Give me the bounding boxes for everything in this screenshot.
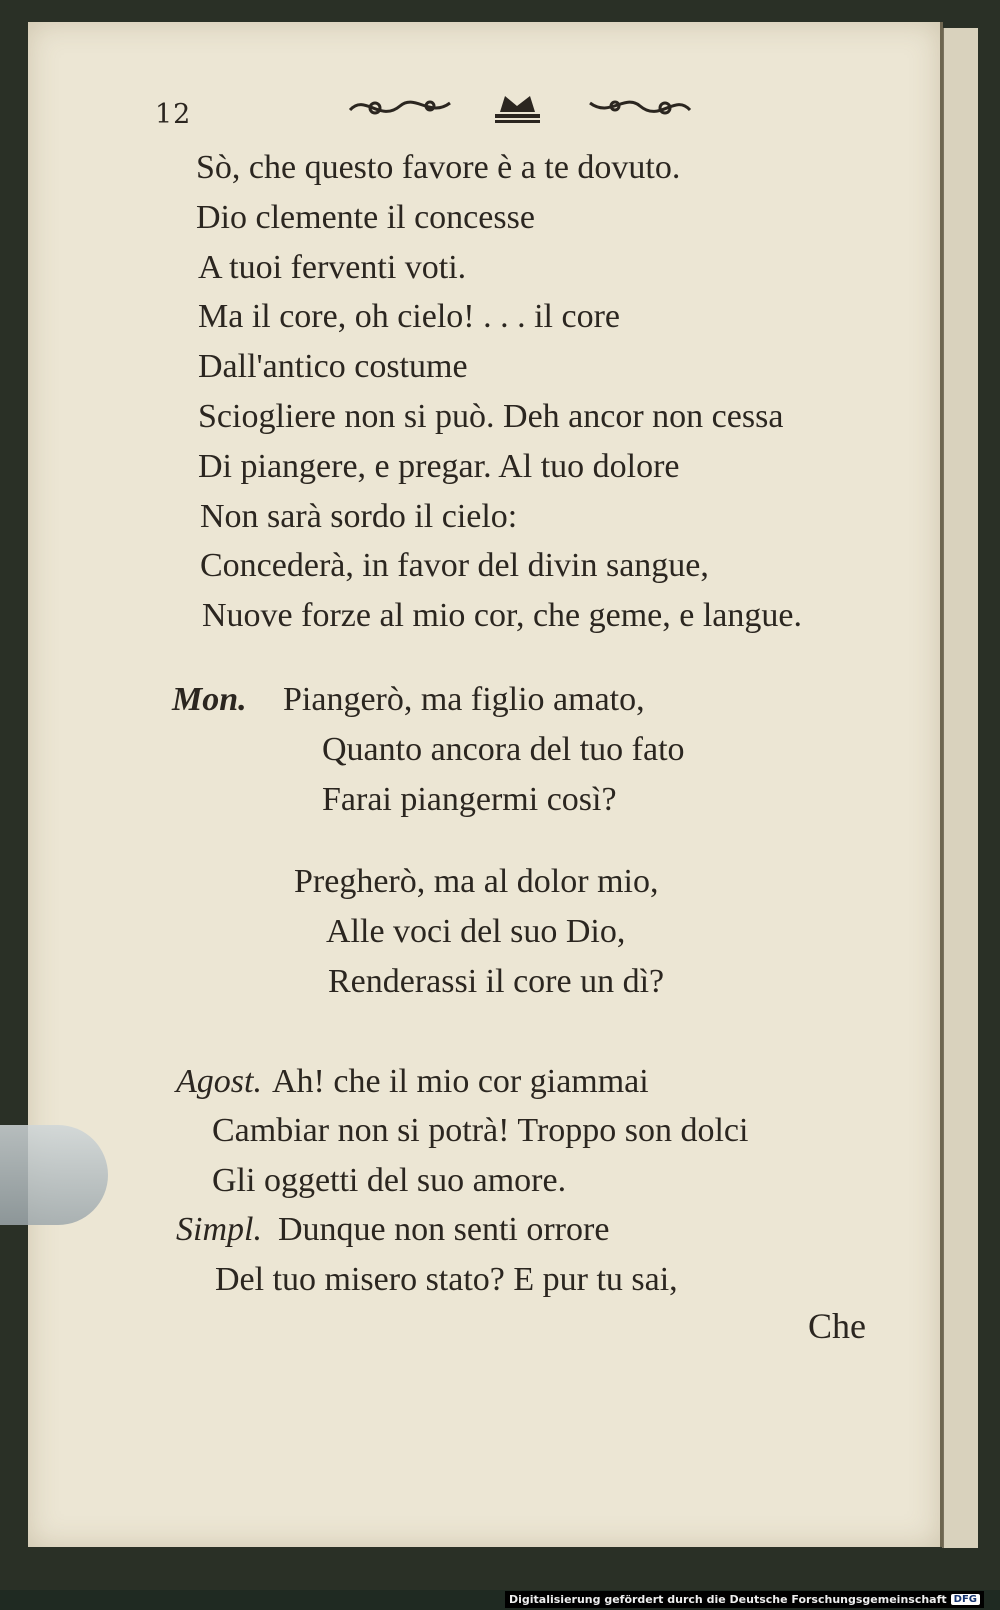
dfg-logo: DFG [951, 1594, 980, 1605]
aria-line: Renderassi il core un dì? [328, 963, 665, 1000]
verse-line: Di piangere, e pregar. Al tuo dolore [198, 448, 680, 485]
verse-line: Ma il core, oh cielo! . . . il core [198, 298, 621, 335]
scan-clip-tab [0, 1125, 108, 1225]
verse-line: Nuove forze al mio cor, che geme, e langue. [202, 597, 802, 634]
speaker-simpl: Simpl. [176, 1211, 262, 1248]
dialogue-line: Del tuo misero stato? E pur tu sai, [215, 1261, 678, 1298]
speaker-mon: Mon. [172, 681, 247, 718]
verse-line: Dio clemente il concesse [196, 199, 535, 236]
dialogue-line: Gli oggetti del suo amore. [212, 1162, 567, 1199]
aria-line: Alle voci del suo Dio, [326, 913, 626, 950]
aria-line: Piangerò, ma figlio amato, [283, 681, 645, 718]
page-number: 12 [155, 99, 192, 130]
verse-line: Dall'antico costume [198, 348, 468, 385]
header-ornament [345, 88, 695, 128]
verse-line: Concederà, in favor del divin sangue, [200, 547, 709, 584]
dialogue-line: Ah! che il mio cor giammai [272, 1063, 649, 1100]
verse-line: Sò, che questo favore è a te dovuto. [196, 149, 681, 186]
dialogue-line: Cambiar non si potrà! Troppo son dolci [212, 1112, 749, 1149]
next-page-edge [942, 28, 978, 1548]
footer-credit [505, 1591, 984, 1608]
verse-line: A tuoi ferventi voti. [198, 249, 467, 286]
aria-line: Farai piangermi così? [322, 781, 617, 818]
aria-line: Quanto ancora del tuo fato [322, 731, 685, 768]
footer-text: Digitalisierung gefördert durch die Deutsche Forschungsgemeinschaft [508, 1593, 947, 1606]
speaker-agost: Agost. [176, 1063, 262, 1100]
verse-line: Sciogliere non si può. Deh ancor non cessa [198, 398, 784, 435]
dialogue-line: Dunque non senti orrore [278, 1211, 610, 1248]
verse-line: Non sarà sordo il cielo: [200, 498, 518, 535]
aria-line: Pregherò, ma al dolor mio, [294, 863, 659, 900]
catchword: Che [808, 1306, 866, 1346]
